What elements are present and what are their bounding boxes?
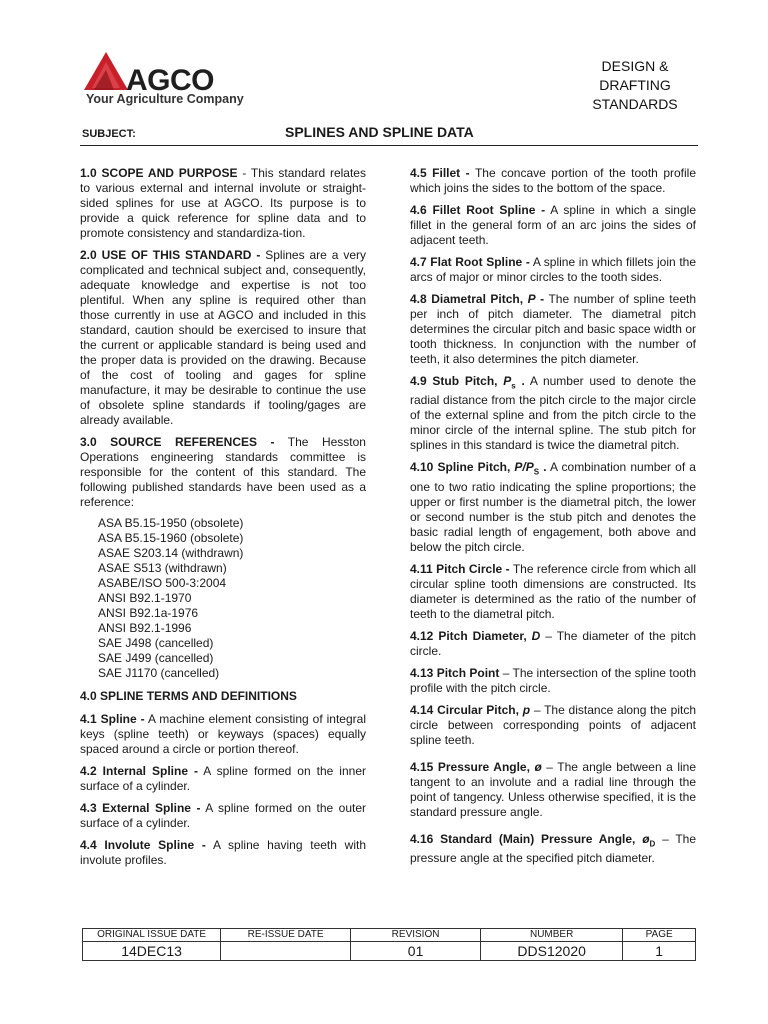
agco-triangle-icon: [84, 52, 128, 92]
definition-4-12: 4.12 Pitch Diameter, D – The diameter of the pitch circle.: [410, 628, 696, 658]
reference-item: ANSI B92.1-1970: [98, 591, 192, 605]
definition-4-3: 4.3 External Spline - A spline formed on the outer surface of a cylinder.: [80, 801, 366, 830]
reference-item: ASA B5.15-1960 (obsolete): [98, 531, 244, 545]
definition-4-7: 4.7 Flat Root Spline - A spline in which fillets join the arcs of major or minor circles to the tooth sides.: [410, 255, 696, 284]
agco-logo: [84, 50, 284, 110]
section-scope: 1.0 SCOPE AND PURPOSE - This standard relates to various external and internal involute or straight-sided splines for use at AGCO. Its purpose is to provide a quick reference for spline data and to promote consistency and standardiza-tion.: [80, 166, 366, 240]
revision-value: 01: [351, 942, 481, 961]
reference-list: [98, 516, 366, 681]
definition-4-8: 4.8 Diametral Pitch, P - The number of spline teeth per inch of pitch diameter. The diametral pitch determines the circular pitch and basic space width or tooth thickness. In conjunction with the number of teeth, it also determines the pitch diameter.: [410, 292, 696, 366]
definition-4-9: 4.9 Stub Pitch, $P_s$ . A number used to denote the radial distance from the pitch circle to the major circle of the external spline and from the pitch circle to the minor circle of the internal spline. The stub pitch for splines in this standard is twice the diametral pitch.: [410, 374, 696, 453]
reissue-date: [221, 942, 351, 961]
header-number: NUMBER: [481, 929, 623, 942]
dept-line: DESIGN &: [601, 58, 669, 74]
header-revision: REVISION: [351, 929, 481, 942]
definition-4-6: 4.6 Fillet Root Spline - A spline in which a single fillet in the general form of an arc joins the sides of adjacent teeth.: [410, 203, 696, 247]
reference-item: SAE J1170 (cancelled): [98, 666, 220, 680]
document-number: DDS12020: [481, 942, 623, 961]
original-issue-date: 14DEC13: [83, 942, 221, 961]
section-terms-heading: 4.0 SPLINE TERMS AND DEFINITIONS: [80, 689, 297, 703]
definition-4-1: 4.1 Spline - A machine element consisting of integral keys (spline teeth) or keyways (spaces) equally spaced around a circle or portion thereof.: [80, 712, 366, 756]
dept-line: STANDARDS: [592, 96, 678, 112]
revision-table-values: [83, 942, 696, 961]
reference-item: ASAE S513 (withdrawn): [98, 561, 227, 575]
page-number: 1: [623, 942, 696, 961]
department-label: [560, 57, 710, 114]
subject-label: SUBJECT:: [82, 128, 136, 140]
left-column: [80, 166, 366, 875]
reference-item: ASABE/ISO 500-3:2004: [98, 576, 227, 590]
definition-4-14: 4.14 Circular Pitch, p – The distance along the pitch circle between corresponding points of adjacent spline teeth.: [410, 702, 696, 747]
right-column: [410, 166, 696, 873]
definition-4-11: 4.11 Pitch Circle - The reference circle from which all circular spline tooth dimensions are constructed. Its diameter is determined as the ratio of the number of teeth to the diametral pitch.: [410, 561, 696, 621]
section-use: 2.0 USE OF THIS STANDARD - Splines are a very complicated and technical subject and, consequently, adequate knowledge and expertise is not too plentiful. When any spline is required other than those currently in use at AGCO and included in this standard, caution should be exercised to insure that the current or applicable standard is being used and the proper data is provided on the drawing. Because of the cost of tooling and gages for spline manufacture, it may be desirable to continue the use of obsolete spline standards if tooling/gages are already available.: [80, 248, 366, 427]
reference-item: ASA B5.15-1950 (obsolete): [98, 516, 244, 530]
definition-4-5: 4.5 Fillet - The concave portion of the tooth profile which joins the sides to the bottom of the space.: [410, 166, 697, 195]
revision-table: [82, 928, 696, 961]
definition-4-10: 4.10 Spline Pitch, $P/P_S$ . A combination number of a one to two ratio indicating the spline proportions; the upper or first number is the diametral pitch, the lower or second number is the stub pitch and denotes the basic radial length of engagement, both above and below the pitch circle.: [410, 460, 696, 554]
header-page: PAGE: [623, 929, 696, 942]
definition-4-4: 4.4 Involute Spline - A spline having teeth with involute profiles.: [80, 838, 367, 867]
header-original-issue-date: ORIGINAL ISSUE DATE: [83, 929, 221, 942]
subject-title: SPLINES AND SPLINE DATA: [285, 124, 474, 140]
reference-item: ANSI B92.1a-1976: [98, 606, 199, 620]
reference-item: SAE J499 (cancelled): [98, 651, 214, 665]
revision-table-header: [83, 929, 696, 942]
logo-tagline: Your Agriculture Company: [86, 92, 244, 106]
dept-line: DRAFTING: [599, 77, 671, 93]
reference-item: ANSI B92.1-1996: [98, 621, 192, 635]
definition-4-16: 4.16 Standard (Main) Pressure Angle, $ø_D$ – The pressure angle at the specified pitch diameter.: [410, 831, 697, 866]
subject-row: [80, 123, 698, 146]
section-references: 3.0 SOURCE REFERENCES - The Hesston Operations engineering standards committee is responsible for the content of this standard. The following published standards have been used as a reference:: [80, 435, 366, 509]
definition-4-2: 4.2 Internal Spline - A spline formed on the inner surface of a cylinder.: [80, 764, 366, 793]
reference-item: SAE J498 (cancelled): [98, 636, 214, 650]
definition-4-13: 4.13 Pitch Point – The intersection of the spline tooth profile with the pitch circle.: [410, 665, 696, 695]
reference-item: ASAE S203.14 (withdrawn): [98, 546, 244, 560]
logo-brand: AGCO: [126, 64, 214, 97]
header-reissue-date: RE-ISSUE DATE: [221, 929, 351, 942]
definition-4-15: 4.15 Pressure Angle, ø – The angle between a line tangent to an involute and a radial line through the point of tangency. Unless otherwise specified, it is the standard pressure angle.: [410, 759, 696, 819]
